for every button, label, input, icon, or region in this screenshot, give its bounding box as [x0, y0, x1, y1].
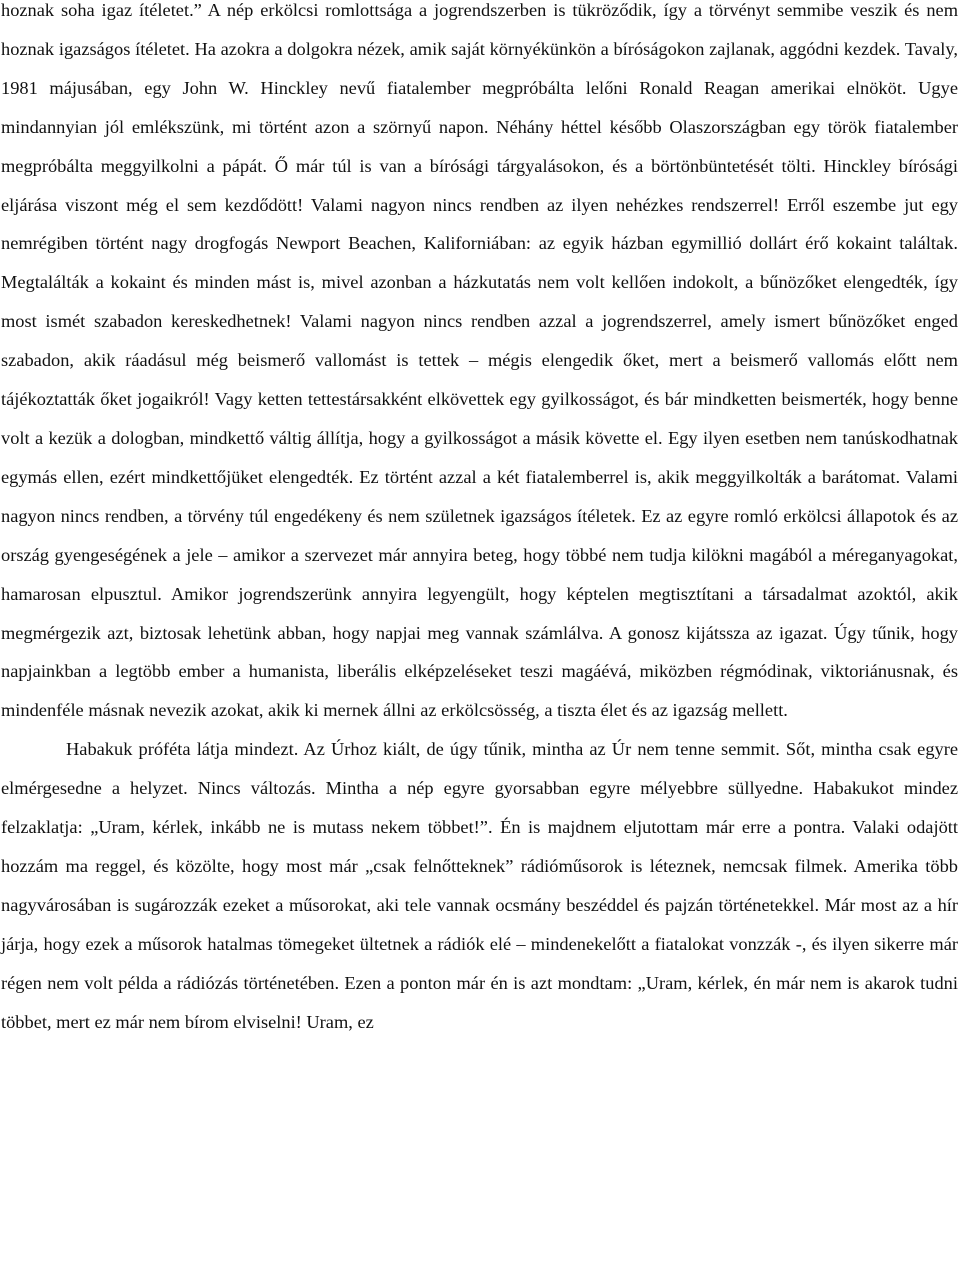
body-paragraph-2: Habakuk próféta látja mindezt. Az Úrhoz kiált, de úgy tűnik, mintha az Úr nem tenne semmit. Sőt, mintha csak egyre elmérgesedne a helyzet. Nincs változás. Mintha a nép egyre gyorsabban egyre mélyebbre süllyedne. Habakukot mindez felzaklatja: „Uram, kérlek, inkább ne is mutass nekem többet!”. Én is majdnem eljutottam már erre a pontra. Valaki odajött hozzám ma reggel, és közölte, hogy most már „csak felnőtteknek” rádióműsorok is léteznek, nemcsak filmek. Amerika több nagyvárosában is sugározzák ezeket a műsorokat, aki tele vannak ocsmány beszéddel és pajzán történetekkel. Már most az a hír járja, hogy ezek a műsorok hatalmas tömegeket ültetnek a rádiók elé – mindenekelőtt a fiatalokat vonzzák -, és ilyen sikerre már régen nem volt példa a rádiózás történetében. Ezen a ponton már én is azt mondtam: „Uram, kérlek, én már nem is akarok tudni többet, mert ez már nem bírom elviselni! Uram, ez	[1, 739, 958, 1032]
document-page	[1, 0, 958, 1041]
body-paragraph-1: hoznak soha igaz ítéletet.” A nép erkölcsi romlottsága a jogrendszerben is tükröződik, így a törvényt semmibe veszik és nem hoznak igazságos ítéletet. Ha azokra a dolgokra nézek, amik saját környékünkön a bíróságokon zajlanak, aggódni kezdek. Tavaly, 1981 májusában, egy John W. Hinckley nevű fiatalember megpróbálta lelőni Ronald Reagan amerikai elnököt. Ugye mindannyian jól emlékszünk, mi történt azon a szörnyű napon. Néhány héttel később Olaszországban egy török fiatalember megpróbálta meggyilkolni a pápát. Ő már túl is van a bírósági tárgyalásokon, és a börtönbüntetését tölti. Hinckley bírósági eljárása viszont még el sem kezdődött! Valami nagyon nincs rendben az ilyen nehézkes rendszerrel! Erről eszembe jut egy nemrégiben történt nagy drogfogás Newport Beachen, Kaliforniában: az egyik házban egymillió dollárt érő kokaint találtak. Megtalálták a kokaint és minden mást is, mivel azonban a házkutatás nem volt kellően indokolt, a bűnözőket elengedték, így most ismét szabadon kereskedhetnek! Valami nagyon nincs rendben azzal a jogrendszerrel, amely ismert bűnözőket enged szabadon, akik ráadásul még beismerő vallomást is tettek – mégis elengedik őket, mert a beismerő vallomás előtt nem tájékoztatták őket jogaikról! Vagy ketten tettestársakként elkövettek egy gyilkosságot, és bár mindketten beismerték, hogy benne volt a kezük a dologban, mindkettő váltig állítja, hogy a gyilkosságot a másik követte el. Egy ilyen esetben nem tanúskodhatnak egymás ellen, ezért mindkettőjüket elengedték. Ez történt azzal a két fiatalemberrel is, akik meggyilkolták a barátomat. Valami nagyon nincs rendben, a törvény túl engedékeny és nem születnek igazságos ítéletek. Ez az egyre romló erkölcsi állapotok és az ország gyengeségének a jele – amikor a szervezet már annyira beteg, hogy többé nem tudja kilökni magából a méreganyagokat, hamarosan elpusztul. Amikor jogrendszerünk annyira legyengült, hogy képtelen megtisztítani a társadalmat azoktól, akik megmérgezik azt, biztosak lehetünk abban, hogy napjai meg vannak számlálva. A gonosz kijátssza az igazat. Úgy tűnik, hogy napjainkban a legtöbb ember a humanista, liberális elképzeléseket teszi magáévá, miközben régmódinak, viktoriánusnak, és mindenféle másnak nevezik azokat, akik ki mernek állni az erkölcsösség, a tiszta élet és az igazság mellett.	[1, 0, 958, 721]
